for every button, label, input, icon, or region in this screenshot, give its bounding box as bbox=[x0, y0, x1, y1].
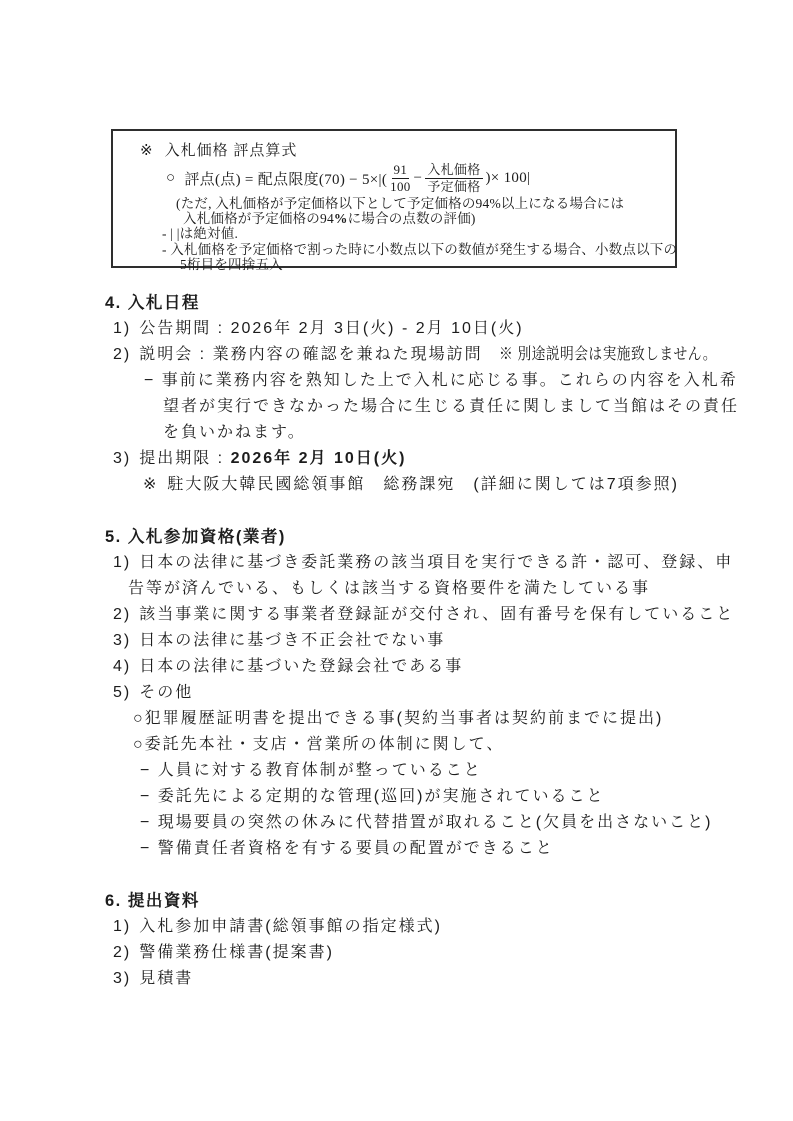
item-text: 公告期間 : 2026年 2月 3日(火) - 2月 10日(火) bbox=[139, 320, 524, 337]
fraction-denominator: 100 bbox=[390, 178, 411, 194]
item-number: 4) bbox=[113, 658, 132, 675]
formula-lhs: 評点(点) = 配点限度(70) − 5×|( bbox=[184, 171, 388, 188]
section5-dash-item: − 現場要員の突然の休みに代替措置が取れること(欠員を出さないこと) bbox=[140, 814, 713, 831]
formula-note-line: - | |は絶対値. bbox=[162, 226, 239, 242]
section4-subnote-line: − 事前に業務内容を熟知した上で入札に応じる事。これらの内容を入札希 bbox=[144, 372, 738, 389]
fraction-price-ratio bbox=[425, 163, 482, 194]
section5-dash-item: − 委託先による定期的な管理(巡回)が実施されていること bbox=[140, 788, 605, 805]
circle-bullet-icon: ○ bbox=[166, 169, 176, 186]
item-text: 見積書 bbox=[139, 970, 194, 987]
section-4-heading: 4. 入札日程 bbox=[105, 294, 200, 312]
document-body bbox=[0, 290, 793, 992]
formula-note-line: - 入札価格を予定価格で割った時に小数点以下の数値が発生する場合、小数点以下の bbox=[162, 241, 678, 257]
fraction-91-100 bbox=[390, 163, 410, 194]
item-number: 2) bbox=[113, 346, 132, 363]
item-number: 3) bbox=[113, 632, 132, 649]
section4-submission-note bbox=[0, 472, 793, 498]
section6-item-3 bbox=[0, 966, 793, 992]
section4-item-announcement-period bbox=[0, 316, 793, 342]
note-text: に場合の点数の評価) bbox=[347, 211, 476, 227]
formula-note-line: 5桁目を四捨五入 bbox=[180, 256, 283, 272]
formula-minus-operator: − bbox=[413, 169, 423, 186]
item-number: 1) bbox=[113, 554, 132, 571]
section-5-heading: 5. 入札参加資格(業者) bbox=[105, 528, 286, 546]
section4-item-briefing bbox=[0, 342, 793, 368]
formula-note-line bbox=[183, 211, 675, 226]
item-text: 警備業務仕様書(提案書) bbox=[139, 944, 334, 961]
fraction-denominator: 予定価格 bbox=[427, 178, 481, 194]
item-text: その他 bbox=[139, 684, 194, 701]
section5-dash-item: − 警備責任者資格を有する要員の配置ができること bbox=[140, 840, 554, 857]
section4-subnote-line: 望者が実行できなかった場合に生じる責任に関しまして当館はその責任 bbox=[163, 398, 740, 415]
fraction-numerator: 入札価格 bbox=[427, 161, 481, 177]
formula-box-title-text: 入札価格 評点算式 bbox=[164, 143, 298, 159]
item-text: 日本の法律に基づいた登録会社である事 bbox=[139, 658, 464, 675]
item-text: 該当事業に関する事業者登録証が交付され、固有番号を保有していること bbox=[139, 606, 735, 623]
item-text: 説明会 : 業務内容の確認を兼ねた現場訪問 bbox=[139, 346, 483, 363]
item-number: 1) bbox=[113, 918, 132, 935]
reference-mark-icon: ※ bbox=[143, 476, 159, 493]
section5-dash-item: − 人員に対する教育体制が整っていること bbox=[140, 762, 482, 779]
deadline-date: 2026年 2月 10日(火) bbox=[230, 450, 407, 467]
item-number: 3) bbox=[113, 970, 132, 987]
formula-rhs: )× 100| bbox=[485, 169, 531, 186]
section5-item-5 bbox=[0, 680, 793, 706]
item-number: 2) bbox=[113, 944, 132, 961]
reference-mark-icon: ※ bbox=[140, 143, 154, 159]
section5-item-3 bbox=[0, 628, 793, 654]
section6-item-1 bbox=[0, 914, 793, 940]
formula-box bbox=[111, 129, 678, 272]
evaluation-formula bbox=[166, 162, 675, 194]
item-number: 5) bbox=[113, 684, 132, 701]
section5-item-2 bbox=[0, 602, 793, 628]
item-text: 日本の法律に基づき不正会社でない事 bbox=[139, 632, 446, 649]
section5-item-4 bbox=[0, 654, 793, 680]
section-6-heading: 6. 提出資料 bbox=[105, 892, 200, 910]
item-number: 2) bbox=[113, 606, 132, 623]
item-label: 提出期限 : bbox=[139, 450, 231, 467]
item-text: 入札参加申請書(総領事館の指定様式) bbox=[139, 918, 442, 935]
section4-subnote-line: を負いかねます。 bbox=[163, 424, 306, 441]
item-text: 日本の法律に基づき委託業務の該当項目を実行できる許・認可、登録、申 bbox=[139, 554, 734, 571]
note-text: 駐大阪大韓民國総領事館 総務課宛 (詳細に関しては7項参照) bbox=[167, 476, 679, 493]
section4-item-deadline bbox=[0, 446, 793, 472]
section6-item-2 bbox=[0, 940, 793, 966]
section5-item-1-continued: 告等が済んでいる、もしくは該当する資格要件を満たしている事 bbox=[128, 580, 651, 597]
section5-circle-item: ○犯罪履歴証明書を提出できる事(契約当事者は契約前までに提出) bbox=[133, 710, 664, 727]
fraction-numerator: 91 bbox=[393, 161, 408, 177]
formula-box-title bbox=[140, 139, 675, 160]
note-text: 入札価格が予定価格の94 bbox=[183, 211, 334, 227]
formula-note-line: (ただ, 入札価格が予定価格以下として予定価格の94%以上になる場合には bbox=[176, 196, 625, 211]
item-number: 1) bbox=[113, 320, 132, 337]
note-bold-percent: % bbox=[333, 211, 348, 227]
section5-circle-item: ○委託先本社・支店・営業所の体制に関して、 bbox=[133, 736, 505, 753]
section5-item-1 bbox=[0, 550, 793, 576]
item-number: 3) bbox=[113, 450, 132, 467]
briefing-note: ※ 別途説明会は実施致しません。 bbox=[498, 346, 717, 363]
